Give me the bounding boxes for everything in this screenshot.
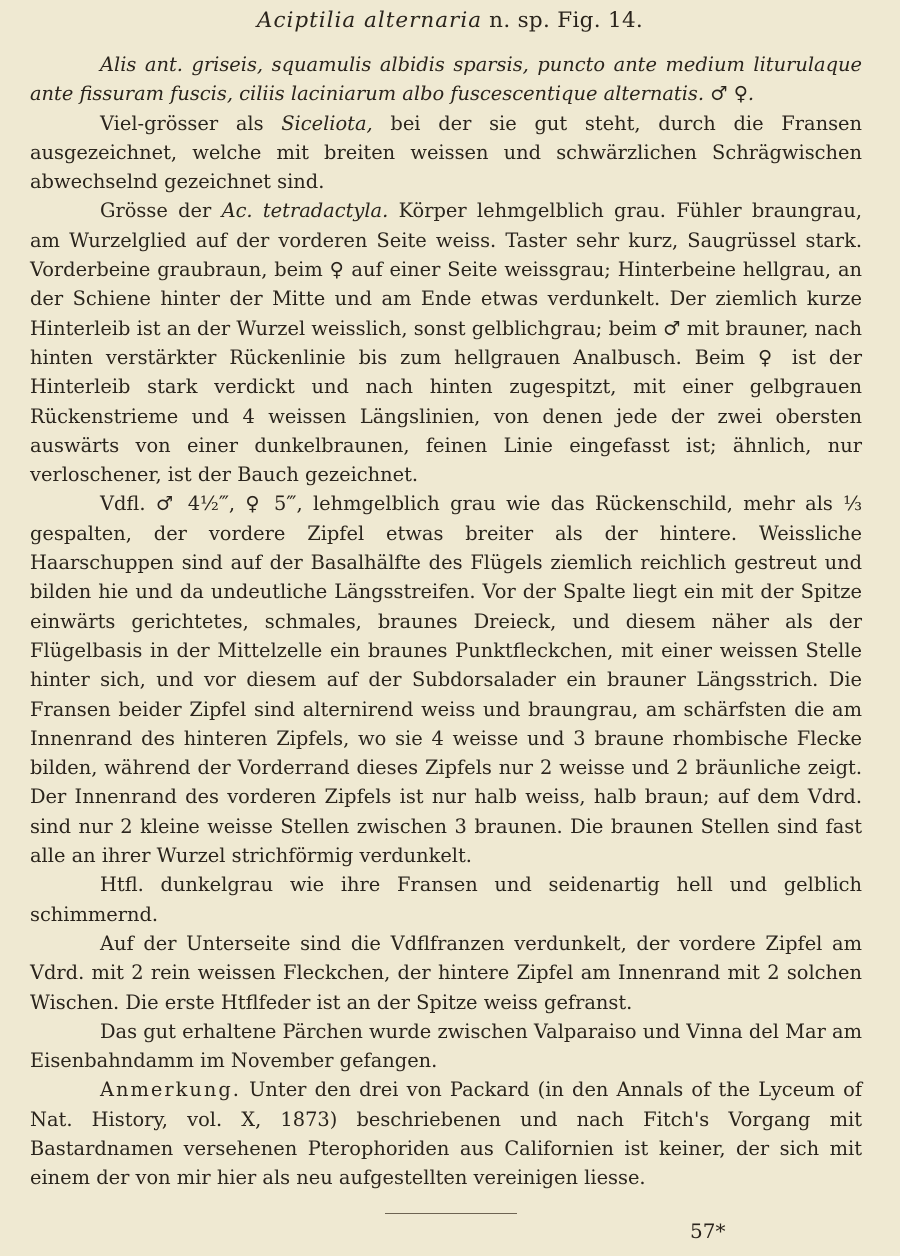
- main-text: [30, 50, 862, 1193]
- p2-text-a: Grösse der: [100, 199, 222, 223]
- footer-divider: [385, 1213, 517, 1214]
- species-suffix: n. sp. Fig. 14.: [489, 8, 644, 33]
- paragraph-note: [30, 1075, 862, 1192]
- paragraph-locality: Das gut erhaltene Pärchen wurde zwischen Valparaiso und Vinna del Mar am Eisenbahndamm im November gefangen.: [30, 1019, 862, 1073]
- p1-species-ref: Siceliota,: [281, 111, 373, 135]
- page-number: 57*: [690, 1219, 726, 1243]
- p1-text-a: Viel-grösser als: [100, 111, 282, 135]
- paragraph-underside: Auf der Unterseite sind die Vdflfranzen verdunkelt, der vordere Zipfel am Vdrd. mit 2 rein weissen Fleckchen, der hintere Zipfel am Innenrand mit 2 solchen Wischen. Die erste Htflfeder ist an der Spitze weiss gefranst.: [30, 931, 862, 1014]
- note-label: Anmerkung.: [100, 1078, 241, 1102]
- p2-species-ref: Ac. tetradactyla.: [221, 199, 389, 223]
- paragraph-body: [30, 196, 862, 489]
- latin-diagnosis: Alis ant. griseis, squamulis albidis sparsis, puncto ante medium liturulaque ante fissuram fuscis, ciliis laciniarum albo fuscescentique alternatis. ♂ ♀.: [30, 53, 862, 106]
- p2-text-b: Körper lehmgelblich grau. Fühler braungrau, am Wurzelglied auf der vorderen Seite weiss. Taster sehr kurz, Saugrüssel stark. Vorderbeine graubraun, beim ♀ auf einer Seite weissgrau; Hinterbeine hellgrau, an der Schiene hinter der Mitte und am Ende etwas verdunkelt. Der ziemlich kurze Hinterleib ist an der Wurzel weisslich, sonst gelblichgrau; beim ♂ mit brauner, nach hinten verstärkter Rückenlinie bis zum hellgrauen Analbusch. Beim ♀ ist der Hinterleib stark verdickt und nach hinten zugespitzt, mit einer gelbgrauen Rückenstrieme und 4 weissen Längslinien, von denen jede der zwei obersten auswärts von einer dunkelbraunen, feinen Linie eingefasst ist; ähnlich, nur verloschener, ist der Bauch gezeichnet.: [30, 199, 863, 487]
- paragraph-comparison: [30, 109, 862, 197]
- p1-text-b: bei der sie gut steht, durch die Fransen ausgezeichnet, welche mit breiten weissen und schwärzlichen Schrägwischen abwechselnd gezeichnet sind.: [30, 111, 862, 194]
- paragraph-forewing: Vdfl. ♂ 4½‴, ♀ 5‴, lehmgelblich grau wie das Rückenschild, mehr als ⅓ gespalten, der vordere Zipfel etwas breiter als der hintere. Weissliche Haarschuppen sind auf der Basalhälfte des Flügels ziemlich reichlich gestreut und bilden hie und da undeutliche Längsstreifen. Vor der Spalte liegt ein mit der Spitze einwärts gerichtetes, schmales, braunes Dreieck, und diesem näher als der Flügelbasis in der Mittelzelle ein braunes Punktfleckchen, mit einer weissen Stelle hinter sich, und vor diesem auf der Subdorsalader ein brauner Längsstrich. Die Fransen beider Zipfel sind alternirend weiss und braungrau, am schärfsten die am Innenrand des hinteren Zipfels, wo sie 4 weisse und 3 braune rhombische Flecke bilden, während der Vorderrand dieses Zipfels nur 2 weisse und 2 bräunliche zeigt. Der Innenrand des vorderen Zipfels ist nur halb weiss, halb braun; auf dem Vdrd. sind nur 2 kleine weisse Stellen zwischen 3 braunen. Die braunen Stellen sind fast alle an ihrer Wurzel strichförmig verdunkelt.: [30, 492, 862, 868]
- paragraph-hindwing: Htfl. dunkelgrau wie ihre Fransen und seidenartig hell und gelblich schimmernd.: [30, 873, 862, 926]
- note-text: Unter den drei von Packard (in den Annals of the Lyceum of Nat. History, vol. X, 1873) beschriebenen und nach Fitch's Vorgang mit Bastardnamen versehenen Pterophoriden aus Californien ist keiner, der sich mit einem der von mir hier als neu aufgestellten vereinigen liesse.: [30, 1078, 862, 1190]
- species-heading: [0, 8, 900, 33]
- species-name: Aciptilia alternaria: [256, 8, 483, 33]
